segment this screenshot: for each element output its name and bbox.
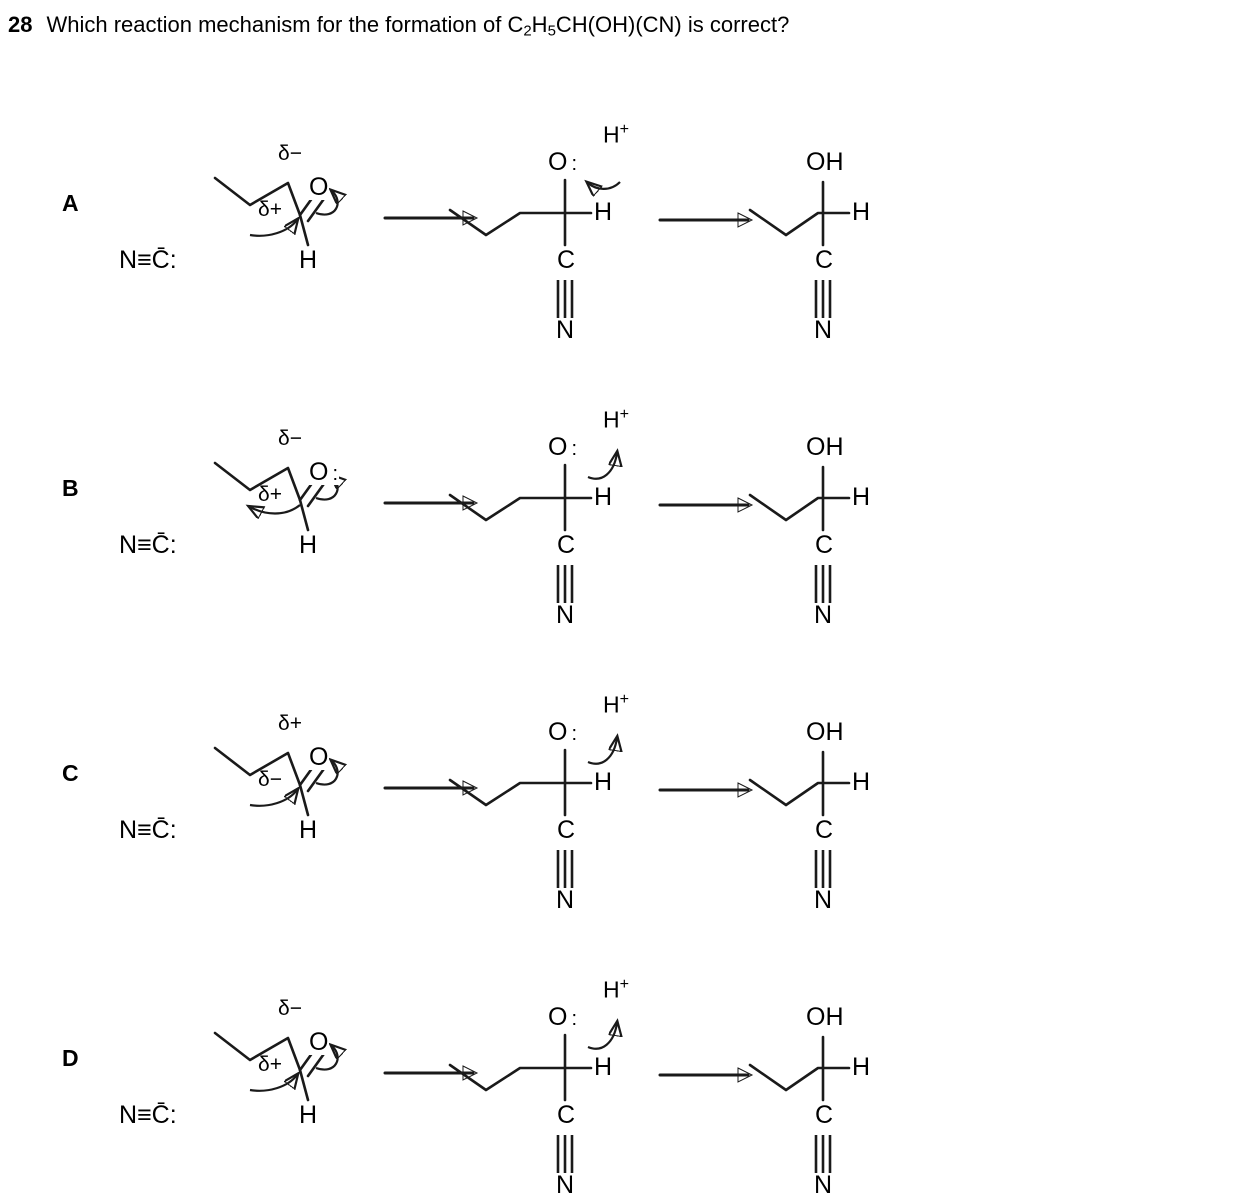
option-letter: B — [62, 475, 79, 501]
product-hydroxyl-label: OH — [806, 1003, 844, 1031]
option-row-c[interactable] — [0, 640, 1257, 914]
product-nitrogen-label: N — [814, 886, 833, 914]
intermediate-carbon-label: C — [557, 531, 576, 559]
question-number: 28 — [8, 12, 33, 37]
proton-label: H+ — [603, 405, 630, 433]
nucleophile-label: N≡C̄: — [119, 246, 177, 274]
delta-oxygen-label: δ− — [278, 997, 302, 1020]
aldehyde-hydrogen-label: H — [299, 246, 318, 274]
aldehyde-hydrogen-label: H — [299, 1101, 318, 1129]
intermediate-oxygen-label: O : — [548, 148, 578, 176]
intermediate-nitrogen-label: N — [556, 1171, 575, 1199]
proton-label: H+ — [603, 690, 630, 718]
product-hydrogen-label: H — [852, 198, 871, 226]
product-carbon-label: C — [815, 816, 834, 844]
molecule-skeleton-c — [0, 640, 1257, 910]
intermediate-hydrogen-label: H — [594, 198, 613, 226]
option-row-d[interactable] — [0, 925, 1257, 1199]
aldehyde-hydrogen-label: H — [299, 531, 318, 559]
product-nitrogen-label: N — [814, 316, 833, 344]
carbonyl-oxygen-label: O — [309, 1028, 329, 1056]
proton-label: H+ — [603, 975, 630, 1003]
intermediate-nitrogen-label: N — [556, 886, 575, 914]
question-text: Which reaction mechanism for the formation of $C_2H_5CH(OH)(CN)$ is correct? — [46, 12, 790, 40]
product-hydrogen-label: H — [852, 1053, 871, 1081]
intermediate-carbon-label: C — [557, 1101, 576, 1129]
product-carbon-label: C — [815, 246, 834, 274]
product-nitrogen-label: N — [814, 1171, 833, 1199]
delta-oxygen-label: δ+ — [278, 712, 302, 735]
nucleophile-label: N≡C̄: — [119, 531, 177, 559]
intermediate-carbon-label: C — [557, 246, 576, 274]
nucleophile-label: N≡C̄: — [119, 816, 177, 844]
product-nitrogen-label: N — [814, 601, 833, 629]
intermediate-oxygen-label: O : — [548, 433, 578, 461]
delta-carbon-label: δ− — [258, 768, 282, 791]
option-letter: A — [62, 190, 79, 216]
intermediate-carbon-label: C — [557, 816, 576, 844]
product-carbon-label: C — [815, 1101, 834, 1129]
intermediate-oxygen-label: O : — [548, 1003, 578, 1031]
molecule-skeleton-a — [0, 70, 1257, 340]
delta-carbon-label: δ+ — [258, 483, 282, 506]
product-hydroxyl-label: OH — [806, 433, 844, 461]
delta-oxygen-label: δ− — [278, 142, 302, 165]
product-hydrogen-label: H — [852, 483, 871, 511]
proton-label: H+ — [603, 120, 630, 148]
product-hydroxyl-label: OH — [806, 718, 844, 746]
product-hydroxyl-label: OH — [806, 148, 844, 176]
question-header — [8, 12, 1249, 40]
intermediate-oxygen-label: O : — [548, 718, 578, 746]
option-row-a[interactable] — [0, 70, 1257, 344]
carbonyl-oxygen-label: O — [309, 743, 329, 771]
aldehyde-hydrogen-label: H — [299, 816, 318, 844]
delta-carbon-label: δ+ — [258, 198, 282, 221]
molecule-skeleton-d — [0, 925, 1257, 1195]
option-letter: C — [62, 760, 79, 786]
option-row-b[interactable] — [0, 355, 1257, 629]
intermediate-hydrogen-label: H — [594, 483, 613, 511]
carbonyl-oxygen-label: O : — [309, 458, 339, 486]
intermediate-hydrogen-label: H — [594, 768, 613, 796]
molecule-skeleton-b — [0, 355, 1257, 625]
carbonyl-oxygen-label: O — [309, 173, 329, 201]
intermediate-hydrogen-label: H — [594, 1053, 613, 1081]
product-carbon-label: C — [815, 531, 834, 559]
delta-oxygen-label: δ− — [278, 427, 302, 450]
product-hydrogen-label: H — [852, 768, 871, 796]
option-letter: D — [62, 1045, 79, 1071]
intermediate-nitrogen-label: N — [556, 601, 575, 629]
nucleophile-label: N≡C̄: — [119, 1101, 177, 1129]
intermediate-nitrogen-label: N — [556, 316, 575, 344]
delta-carbon-label: δ+ — [258, 1053, 282, 1076]
